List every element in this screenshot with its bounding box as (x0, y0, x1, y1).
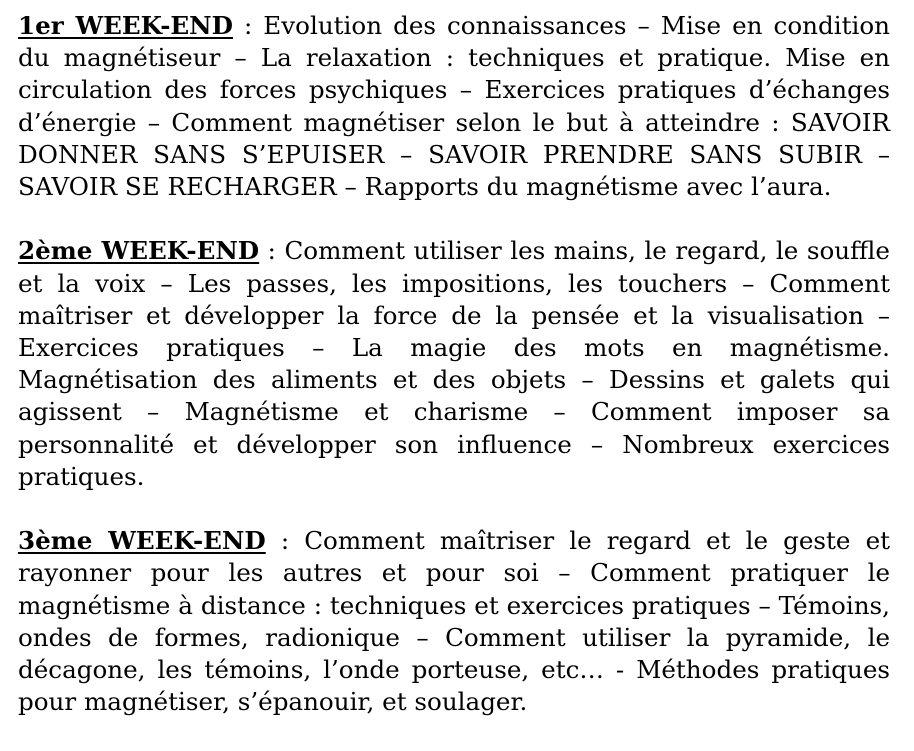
weekend-1-text: : Evolution des connaissances – Mise en condition du magnétiseur – La relaxation : techniques et pratique. Mise en circulation des forces psychiques – Exercices pratiques d’échanges d’énergie – Comment magnétiser selon le but à atteindre : SAVOIR DONNER SANS S’EPUISER – SAVOIR PRENDRE SANS SUBIR – SAVOIR SE RECHARGER – Rapports du magnétisme avec l’aura. (18, 11, 890, 202)
document-page (18, 10, 890, 751)
weekend-2-paragraph (18, 235, 890, 493)
weekend-2-heading: 2ème WEEK-END (18, 236, 260, 266)
weekend-1-heading: 1er WEEK-END (18, 11, 233, 40)
weekend-3-paragraph (18, 525, 890, 718)
weekend-1-paragraph (18, 10, 890, 203)
weekend-2-text: : Comment utiliser les mains, le regard, le souffle et la voix – Les passes, les impositions, les touchers – Comment maîtriser et développer la force de la pensée et la visualisation – Exercices pratiques – La magie des mots en magnétisme. Magnétisation des aliments et des objets – Dessins et galets qui agissent – Magnétisme et charisme – Comment imposer sa personnalité et développer son influence – Nombreux exercices pratiques. (18, 236, 890, 491)
weekend-3-text: : Comment maîtriser le regard et le geste et rayonner pour les autres et pour soi – Comment pratiquer le magnétisme à distance : techniques et exercices pratiques – Témoins, ondes de formes, radionique – Comment utiliser la pyramide, le décagone, les témoins, l’onde porteuse, etc… - Méthodes pratiques pour magnétiser, s’épanouir, et soulager. (18, 526, 891, 717)
weekend-3-heading: 3ème WEEK-END (18, 526, 266, 556)
